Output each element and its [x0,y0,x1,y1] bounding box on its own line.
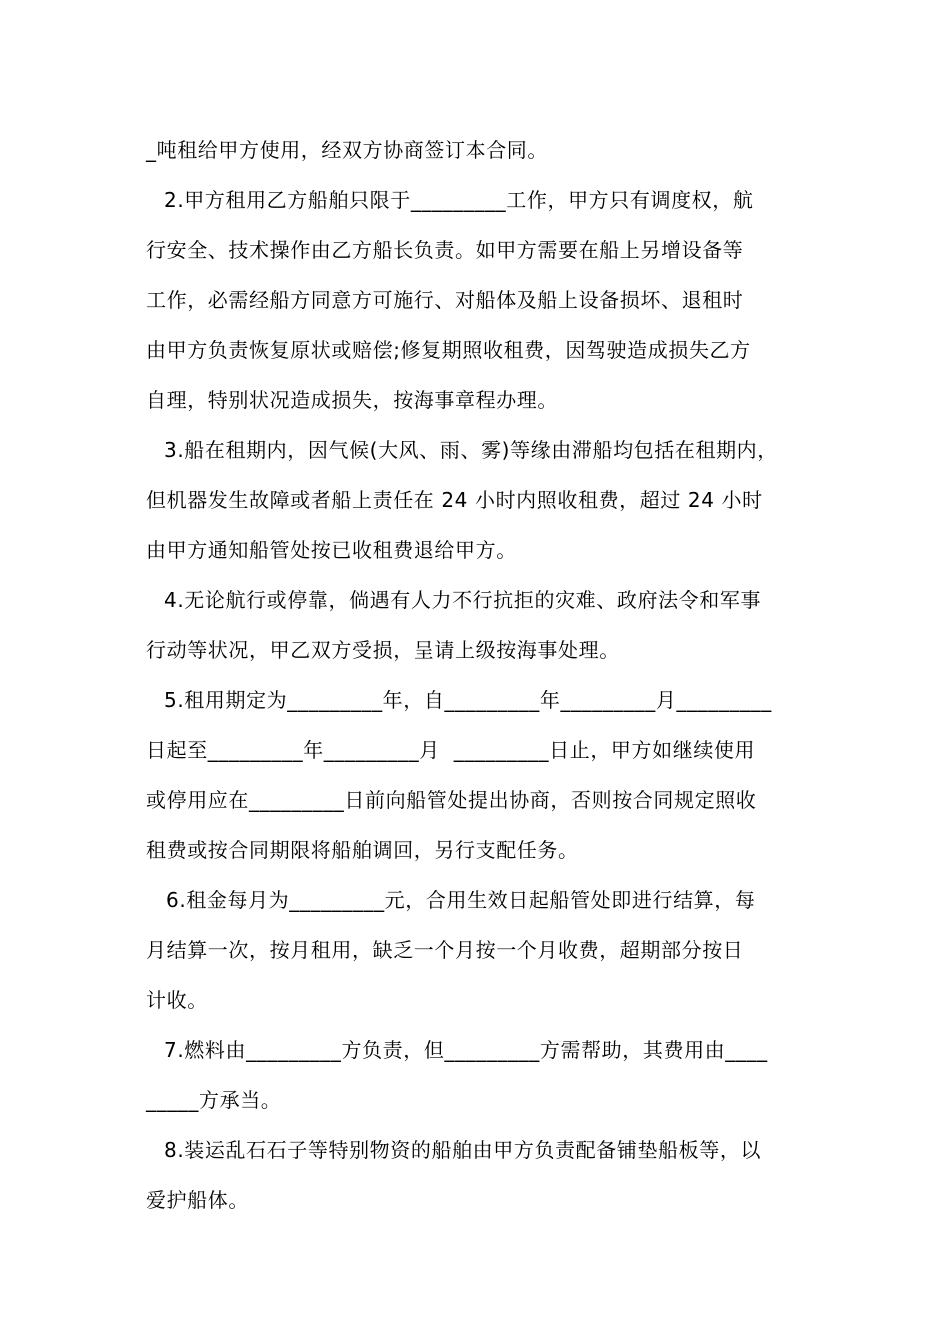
text-line: 月结算一次，按月租用，缺乏一个月按一个月收费，超期部分按日 [146,938,744,962]
text-line: 日起至_________年_________月 _________日止，甲方如继续使用 [146,738,756,762]
clause-8-line: 8.装运乱石石子等特别物资的船舶由甲方负责配备铺垫船板等，以 [164,1138,762,1162]
clause-6-line: 6.租金每月为_________元，合用生效日起船管处即进行结算，每 [166,888,756,912]
clause-7-line: 7.燃料由_________方负责，但_________方需帮助，其费用由____ [164,1038,768,1062]
text-line: 但机器发生故障或者船上责任在 24 小时内照收租费，超过 24 小时 [146,488,763,512]
text-line: 或停用应在_________日前向船管处提出协商，否则按合同规定照收 [146,788,757,812]
text-line: 计收。 [146,988,208,1012]
text-line: 由甲方通知船管处按已收租费退给甲方。 [146,538,517,562]
clause-5-line: 5.租用期定为_________年，自_________年_________月_________ [164,688,772,712]
clause-4-line: 4.无论航行或停靠，倘遇有人力不行抗拒的灾难、政府法令和军事 [164,588,762,612]
clause-3-line: 3.船在租期内，因气候(大风、雨、雾)等缘由滞船均包括在租期内， [164,438,778,462]
text-line: 自理，特别状况造成损失，按海事章程办理。 [146,388,558,412]
text-line: 租费或按合同期限将船舶调回，另行支配任务。 [146,838,579,862]
text-line: _吨租给甲方使用，经双方协商签订本合同。 [146,138,548,162]
text-line: 行动等状况，甲乙双方受损，呈请上级按海事处理。 [146,638,620,662]
text-line: _____方承当。 [146,1088,282,1112]
text-line: 爱护船体。 [146,1188,249,1212]
text-line: 由甲方负责恢复原状或赔偿;修复期照收租费，因驾驶造成损失乙方 [146,338,751,362]
text-line: 工作，必需经船方同意方可施行、对船体及船上设备损坏、退租时 [146,288,744,312]
text-line: 行安全、技术操作由乙方船长负责。如甲方需要在船上另增设备等 [146,238,744,262]
clause-2-line: 2.甲方租用乙方船舶只限于_________工作，甲方只有调度权，航 [164,188,754,212]
